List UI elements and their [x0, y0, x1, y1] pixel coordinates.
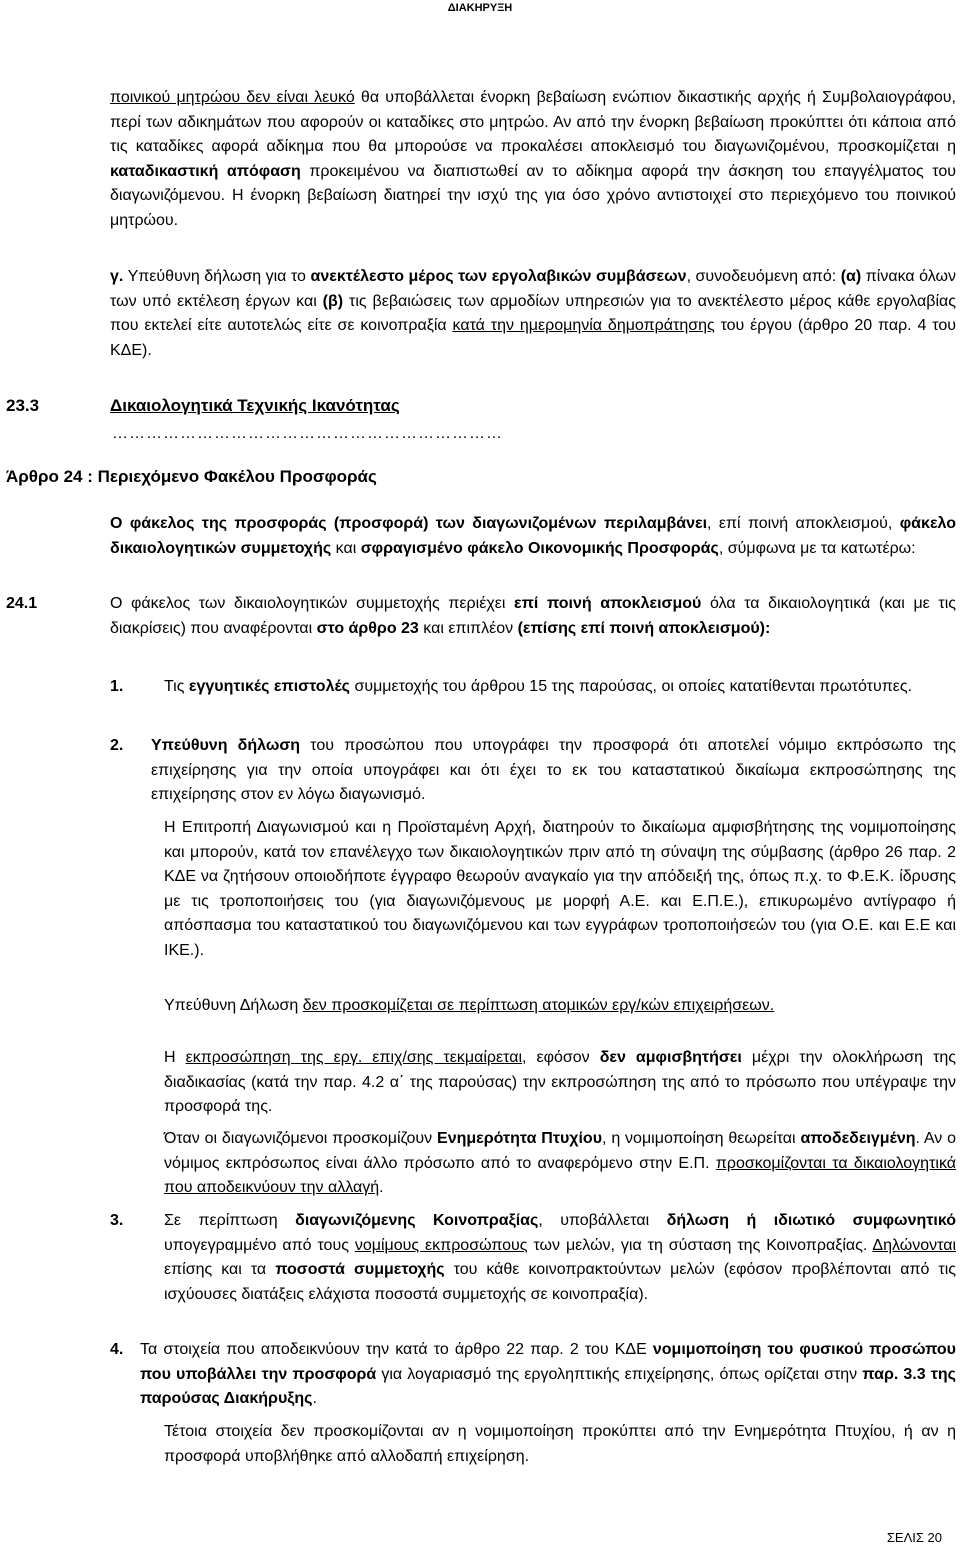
section-24-1-paragraph: Ο φάκελος των δικαιολογητικών συμμετοχής περιέχει επί ποινή αποκλεισμού όλα τα δικαιολογητικά (και με τις διακρίσεις) που αναφέρονται στο άρθρο 23 και επιπλέον (επίσης επί ποινή αποκλεισμού): [110, 595, 957, 637]
item-2-committee-paragraph: Η Επιτροπή Διαγωνισμού και η Προϊσταμένη Αρχή, διατηρούν το δικαίωμα αμφισβήτησης της νομιμοποίησης και μπορούν, κατά τον επανέλεγχο των δικαιολογητικών πριν από τη σύναψη της σύμβασης (άρθρο 26 παρ. 2 ΚΔΕ να ζητήσουν οποιοδήποτε έγγραφο θεωρούν αναγκαίο για την απόδειξή της, όπως π.χ. το Φ.Ε.Κ. ίδρυσης με τις τροποποιήσεις του (για διαγωνιζόμενους με μορφή Α.Ε. και Ε.Π.Ε.), επικυρωμένο αντίγραφο ή απόσπασμα του καταστατικού του διαγωνιζόμενου και των εγγράφων τροποποιήσεών του (για Ο.Ε. και Ε.Ε και ΙΚΕ.). [164, 819, 956, 959]
article-24-title: Άρθρο 24 : Περιεχόμενο Φακέλου Προσφοράς [6, 467, 377, 486]
item-1-paragraph: Τις εγγυητικές επιστολές συμμετοχής του άρθρου 15 της παρούσας, οι οποίες κατατίθενται πρωτότυπες. [164, 678, 913, 695]
item-3-number: 3. [110, 1212, 124, 1229]
item-2-declaration-note: Υπεύθυνη Δήλωση δεν προσκομίζεται σε περίπτωση ατομικών εργ/κών επιχειρήσεων. [164, 997, 775, 1014]
intro-paragraph: ποινικού μητρώου δεν είναι λευκό θα υποβάλλεται ένορκη βεβαίωση ενώπιον δικαστικής αρχής ή Συμβολαιογράφου, περί των αδικημάτων που αφορούν οι καταδίκες στο μητρώο. Αν από την ένορκη βεβαίωση προκύπτει ότι κάποια από τις καταδίκες αφορά αδίκημα που θα μπορούσε να προκαλέσει αποκλεισμό του διαγωνιζομένου, προσκομίζεται η καταδικαστική απόφαση προκειμένου να διαπιστωθεί αν το αδίκημα αφορά την άσκηση του επαγγέλματος του διαγωνιζόμενου. Η ένορκη βεβαίωση διατηρεί την ισχύ της για όσο χρόνο αντιστοιχεί στο περιεχόμενο του ποινικού μητρώου. [110, 89, 957, 229]
item-4-note-paragraph: Τέτοια στοιχεία δεν προσκομίζονται αν η νομιμοποίηση προκύπτει από την Ενημερότητα Πτυχίου, ή αν η προσφορά υποβλήθηκε από αλλοδαπή επιχείρηση. [164, 1423, 956, 1465]
page-number: ΣΕΛΙΣ 20 [886, 1530, 942, 1545]
item-3-paragraph: Σε περίπτωση διαγωνιζόμενης Κοινοπραξίας, υποβάλλεται δήλωση ή ιδιωτικό συμφωνητικό υπογεγραμμένο από τους νομίμους εκπροσώπους των μελών, για τη σύσταση της Κοινοπραξίας. Δηλώνονται επίσης και τα ποσοστά συμμετοχής του κάθε κοινοπρακτούντων μελών (εφόσον προβλέπονται από τις ισχύουσες διατάξεις ελάχιστα ποσοστά συμμετοχής σε κοινοπραξία). [164, 1212, 957, 1303]
item-2-number: 2. [110, 737, 124, 754]
item-1-number: 1. [110, 678, 124, 695]
section-23-3-title: Δικαιολογητικά Τεχνικής Ικανότητας [110, 396, 400, 415]
item-g-paragraph: γ. Υπεύθυνη δήλωση για το ανεκτέλεστο μέρος των εργολαβικών συμβάσεων, συνοδευόμενη από: (α) πίνακα όλων των υπό εκτέλεση έργων και (β) τις βεβαιώσεις των αρμοδίων υπηρεσιών για το ανεκτέλεστο μέρος κάθε εργολαβίας που εκτελεί είτε αυτοτελώς είτε σε κοινοπραξία κατά την ημερομηνία δημοπράτησης του έργου (άρθρο 20 παρ. 4 του ΚΔΕ). [110, 268, 957, 359]
section-24-1-number: 24.1 [6, 595, 38, 612]
item-2-representation-paragraph: Η εκπροσώπηση της εργ. επιχ/σης τεκμαίρεται, εφόσον δεν αμφισβητήσει μέχρι την ολοκλήρωση της διαδικασίας (κατά την παρ. 4.2 α΄ της παρούσας) την εκπροσώπηση της από το πρόσωπο που υπέγραψε την προσφορά της. [164, 1049, 957, 1115]
item-2-certificate-paragraph: Όταν οι διαγωνιζόμενοι προσκομίζουν Ενημερότητα Πτυχίου, η νομιμοποίηση θεωρείται αποδεδειγμένη. Αν ο νόμιμος εκπρόσωπος είναι άλλο πρόσωπο από το αναφερόμενο στην Ε.Π. προσκομίζονται τα δικαιολογητικά που αποδεικνύουν την αλλαγή. [164, 1130, 957, 1196]
item-4-paragraph: Τα στοιχεία που αποδεικνύουν την κατά το άρθρο 22 παρ. 2 του ΚΔΕ νομιμοποίηση του φυσικού προσώπου που υποβάλλει την προσφορά για λογαριασμό της εργοληπτικής επιχείρησης, όπως ορίζεται στην παρ. 3.3 της παρούσας Διακήρυξης. [140, 1341, 957, 1407]
ellipsis-dots: …………………………………………………………… [112, 425, 503, 442]
item-4-number: 4. [110, 1341, 124, 1358]
section-23-3-number: 23.3 [6, 396, 40, 415]
criminal-record-text: ποινικού μητρώου δεν είναι λευκό [110, 89, 355, 106]
envelope-paragraph: Ο φάκελος της προσφοράς (προσφορά) των διαγωνιζομένων περιλαμβάνει, επί ποινή αποκλεισμού, φάκελο δικαιολογητικών συμμετοχής και σφραγισμένο φάκελο Οικονομικής Προσφοράς, σύμφωνα με τα κατωτέρω: [110, 515, 957, 557]
document-header: ΔΙΑΚΗΡΥΞΗ [447, 2, 513, 14]
item-2-paragraph: Υπεύθυνη δήλωση του προσώπου που υπογράφει την προσφορά ότι αποτελεί νόμιμο εκπρόσωπο της επιχείρησης για την οποία υπογράφει και ότι έχει το εκ του καταστατικού δικαίωμα εκπροσώπησης της επιχείρησης στον εν λόγω διαγωνισμό. [151, 737, 956, 803]
